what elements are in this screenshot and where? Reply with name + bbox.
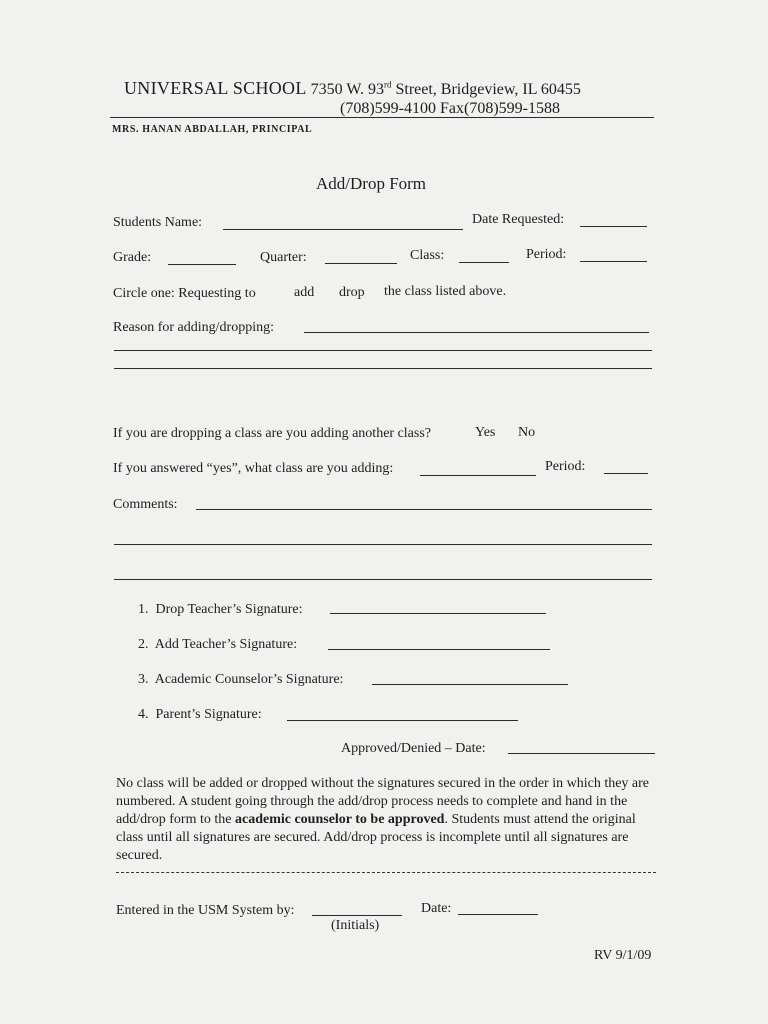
- signature-1-row: [138, 602, 303, 618]
- form-title: Add/Drop Form: [316, 174, 427, 193]
- comments-label: Comments:: [113, 497, 178, 512]
- footer-date-field[interactable]: [458, 914, 538, 915]
- which-class-field[interactable]: [420, 475, 536, 476]
- signature-1-number: 1.: [138, 602, 149, 617]
- signature-4-label: Parent’s Signature:: [155, 707, 262, 722]
- letterhead: [124, 78, 581, 99]
- dashed-divider: [116, 872, 656, 873]
- initials-label: (Initials): [331, 918, 380, 933]
- period-field[interactable]: [580, 261, 647, 262]
- period-field-2[interactable]: [604, 473, 648, 474]
- reason-field-line-1[interactable]: [304, 332, 649, 333]
- address-superscript: rd: [383, 79, 392, 90]
- signature-1-label: Drop Teacher’s Signature:: [155, 602, 303, 617]
- quarter-label: Quarter:: [260, 250, 307, 265]
- counselor-signature-field[interactable]: [372, 684, 568, 685]
- class-label: Class:: [410, 248, 445, 263]
- class-field[interactable]: [459, 262, 509, 263]
- approved-date-field[interactable]: [508, 753, 655, 754]
- students-name-field[interactable]: [223, 229, 463, 230]
- drop-teacher-signature-field[interactable]: [330, 613, 546, 614]
- entered-label: Entered in the USM System by:: [116, 903, 295, 918]
- drop-option[interactable]: drop: [339, 285, 365, 300]
- parent-signature-field[interactable]: [287, 720, 518, 721]
- signature-3-label: Academic Counselor’s Signature:: [154, 672, 344, 687]
- notice-text-2: . Students must attend the original class until all signatures are secured. Add/drop process is incomplete until all signatures are secured.: [116, 812, 636, 863]
- period-label: Period:: [526, 247, 567, 262]
- circle-one-label: Circle one: Requesting to: [113, 286, 256, 301]
- adding-another-question: If you are dropping a class are you adding another class?: [113, 426, 431, 441]
- address-street-number: 7350 W. 93: [310, 81, 384, 98]
- period-label-2: Period:: [545, 459, 586, 474]
- which-class-label: If you answered “yes”, what class are you adding:: [113, 461, 394, 476]
- footer-date-label: Date:: [421, 901, 452, 916]
- date-requested-field[interactable]: [580, 226, 647, 227]
- revision-label: RV 9/1/09: [594, 948, 652, 963]
- students-name-label: Students Name:: [113, 215, 203, 230]
- phone-fax: (708)599-4100 Fax(708)599-1588: [340, 100, 560, 117]
- circle-one-suffix: the class listed above.: [384, 284, 507, 299]
- address-street: Street, Bridgeview, IL 60455: [391, 81, 581, 98]
- add-teacher-signature-field[interactable]: [328, 649, 550, 650]
- school-address: [311, 81, 581, 98]
- comments-field-line-3[interactable]: [114, 579, 652, 580]
- reason-field-line-2[interactable]: [114, 350, 652, 351]
- entered-initials-field[interactable]: [312, 915, 402, 916]
- grade-label: Grade:: [113, 250, 152, 265]
- comments-field-line-2[interactable]: [114, 544, 652, 545]
- comments-field-line-1[interactable]: [196, 509, 652, 510]
- quarter-field[interactable]: [325, 263, 397, 264]
- notice-text-1: No class will be added or dropped without the signatures secured in the order in which they are numbered. A student going through the add/drop process needs to complete and hand in the add/drop form to the: [116, 776, 650, 827]
- header-rule: [110, 117, 654, 118]
- approved-denied-label: Approved/Denied – Date:: [341, 741, 486, 756]
- signature-4-number: 4.: [138, 707, 149, 722]
- no-option[interactable]: No: [518, 425, 536, 440]
- signature-4-row: [138, 707, 262, 723]
- date-requested-label: Date Requested:: [472, 212, 565, 227]
- notice-bold: academic counselor to be approved: [234, 812, 445, 827]
- school-name: UNIVERSAL SCHOOL: [124, 78, 307, 98]
- signature-2-number: 2.: [138, 637, 149, 652]
- grade-field[interactable]: [168, 264, 236, 265]
- signature-2-row: [138, 637, 297, 653]
- principal-name: MRS. HANAN ABDALLAH, PRINCIPAL: [112, 124, 313, 135]
- yes-option[interactable]: Yes: [475, 425, 496, 440]
- add-option[interactable]: add: [294, 285, 315, 300]
- reason-label: Reason for adding/dropping:: [113, 320, 274, 335]
- signature-3-row: [138, 672, 343, 688]
- notice-paragraph: [116, 775, 656, 865]
- reason-field-line-3[interactable]: [114, 368, 652, 369]
- signature-2-label: Add Teacher’s Signature:: [154, 637, 298, 652]
- signature-3-number: 3.: [138, 672, 149, 687]
